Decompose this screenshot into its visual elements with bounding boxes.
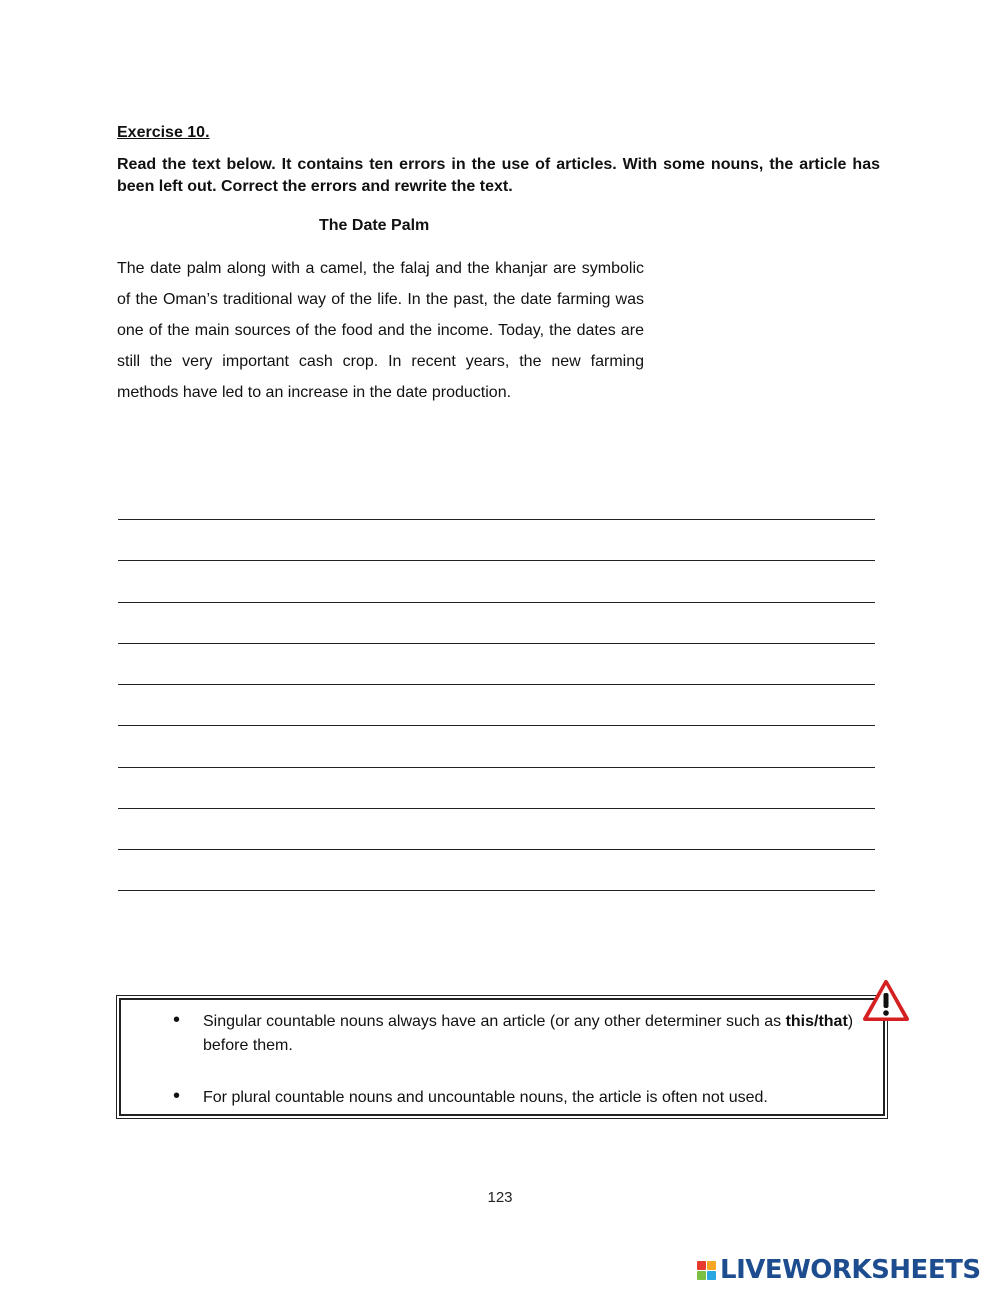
answer-line[interactable] <box>118 849 875 850</box>
liveworksheets-logo[interactable] <box>697 1254 981 1286</box>
text-title: The Date Palm <box>319 217 430 234</box>
note-inner <box>119 998 885 1116</box>
passage-text: The date palm along with a camel, the falaj and the khanjar are symbolic of the Oman’s traditional way of the life. In the past, the date farming was one of the main sources of the food and the income. Today, the dates are still the very important cash crop. In recent years, the new farming methods have led to an increase in the date production. <box>117 260 644 401</box>
note-item-singular <box>203 1010 863 1058</box>
note-item-bold: this/that <box>785 1013 848 1030</box>
exercise-instructions: Read the text below. It contains ten errors in the use of articles. With some nouns, the article has been left out. Correct the errors and rewrite the text. <box>117 156 880 195</box>
bullet-icon: • <box>173 1009 181 1031</box>
answer-line[interactable] <box>118 725 875 726</box>
exercise-title: Exercise 10. <box>117 124 210 141</box>
warning-triangle-icon <box>862 979 910 1023</box>
bullet-icon: • <box>173 1085 181 1107</box>
answer-line[interactable] <box>118 519 875 520</box>
answer-line[interactable] <box>118 808 875 809</box>
answer-line[interactable] <box>118 602 875 603</box>
note-item-text: For plural countable nouns and uncountable nouns, the article is often not used. <box>203 1089 768 1106</box>
answer-line[interactable] <box>118 684 875 685</box>
note-item-tail: ) before them. <box>203 1013 854 1054</box>
note-box <box>116 995 888 1119</box>
answer-line[interactable] <box>118 767 875 768</box>
answer-line[interactable] <box>118 560 875 561</box>
note-item-plural <box>203 1086 863 1110</box>
brand-blocks-icon <box>697 1261 716 1280</box>
answer-line[interactable] <box>118 643 875 644</box>
page-number: 123 <box>487 1189 513 1206</box>
answer-line[interactable] <box>118 890 875 891</box>
brand-name: LIVEWORKSHEETS <box>720 1255 981 1285</box>
note-item-text: Singular countable nouns always have an article (or any other determiner such as <box>203 1013 782 1030</box>
